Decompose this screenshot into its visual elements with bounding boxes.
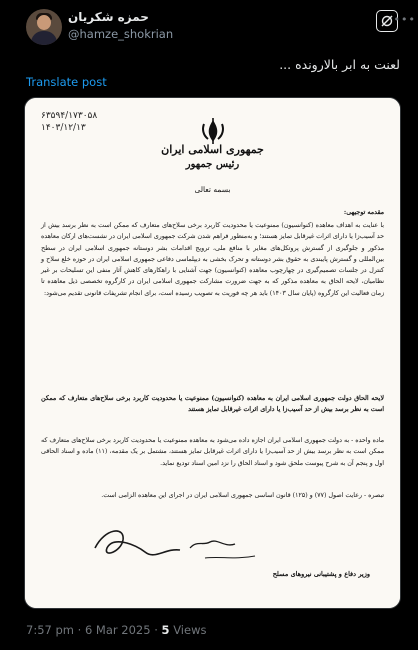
author-name[interactable]: حمزه شکریان bbox=[68, 10, 149, 24]
meta-dot: · bbox=[77, 623, 85, 637]
views-label: Views bbox=[173, 623, 207, 637]
bismillah: بسمه تعالی bbox=[194, 185, 231, 194]
post-meta bbox=[26, 623, 206, 637]
meta-dot: · bbox=[154, 623, 162, 637]
document-image[interactable] bbox=[24, 97, 401, 609]
avatar[interactable] bbox=[26, 9, 62, 45]
document-number: ۶۳۵۹۴/۱۷۳۰۵۸ bbox=[41, 111, 98, 121]
preamble-title: مقدمه توجیهی: bbox=[343, 209, 384, 216]
post-time[interactable]: 7:57 pm bbox=[26, 623, 74, 637]
document-date: ۱۴۰۳/۱۲/۱۳ bbox=[41, 123, 86, 133]
more-icon[interactable]: ••• bbox=[393, 13, 416, 26]
author-handle[interactable]: @hamze_shokrian bbox=[68, 27, 174, 41]
post-date[interactable]: 6 Mar 2025 bbox=[84, 623, 151, 637]
translate-post-link[interactable]: Translate post bbox=[26, 75, 107, 89]
signatory-title: وزیر دفاع و پشتیبانی نیروهای مسلح bbox=[272, 570, 370, 578]
bill-title: لایحه الحاق دولت جمهوری اسلامی ایران به معاهده (کنوانسیون) ممنوعیت یا محدودیت کاربرد برخی سلاح‌های متعارف که ممکن است به نظر برسد بیش از حد آسیب‌زا یا دارای اثرات غیرقابل تمایز هستند bbox=[41, 395, 384, 414]
signature bbox=[85, 518, 265, 573]
document-number-block bbox=[41, 110, 97, 134]
views-count: 5 bbox=[161, 623, 170, 637]
post-text: لعنت به ابر بالارونده ... bbox=[279, 57, 400, 72]
header-office: رئیس جمهور bbox=[185, 159, 240, 170]
iran-emblem bbox=[199, 118, 227, 144]
note: تبصره - رعایت اصول (۷۷) و (۱۲۵) قانون اساسی جمهوری اسلامی ایران در اجرای این معاهده الزامی است. bbox=[101, 492, 384, 499]
preamble-body: با عنایت به اهداف معاهده (کنوانسیون) ممنوعیت یا محدودیت کاربرد برخی سلاح‌های متعارف که ممکن است به نظر برسد بیش از حد آسیب‌زا یا دارای اثرات غیرقابل تمایز هستند؛ و به‌منظور فراهم شدن شرکت جمهوری اسلامی ایران در نشست‌های ارکان معاهده مذکور و جلوگیری از گسترش پروتکل‌های مغایر با منافع ملی، ترویج اقدامات بشر دوستانه جمهوری اسلامی ایران در سطح بین‌المللی و گسترش پایبندی به حقوق بشر دوستانه و تحرک بخشی به دیپلماسی دفاعی جمهوری اسلامی ایران در حوزه خلع سلاح و کنترل در جلسات تصمیم‌گیری در چهارچوب معاهده (کنوانسیون) جهت آشنایی با راهکارهای کاهش آثار منفی این تسلیحات بر غیر نظامیان، لایحه الحاق به معاهده مذکور که به جهت ضرورت مشارکت جمهوری اسلامی ایران در کارگروه تخصصی ذیل معاهده تا زمان فعالیت این کارگروه (پایان سال ۱۴۰۳) باید هر چه فوریت به تصویب رسیده است، برای انجام تشریفات قانونی تقدیم می‌شود: bbox=[41, 222, 384, 297]
header-country: جمهوری اسلامی ایران bbox=[161, 143, 264, 156]
single-article: ماده واحده - به دولت جمهوری اسلامی ایران اجازه داده می‌شود به معاهده ممنوعیت یا محدودیت کاربرد برخی سلاح‌های متعارف که ممکن است به نظر برسد بیش از حد آسیب‌زا یا دارای اثرات غیرقابل تمایز هستند، مشتمل بر یک مقدمه، (۱۱) ماده و اسناد الحاقی اول و پنجم آن به شرح پیوست ملحق شود و اسناد الحاق را نزد امین اسناد تودیع نماید. bbox=[41, 437, 384, 467]
